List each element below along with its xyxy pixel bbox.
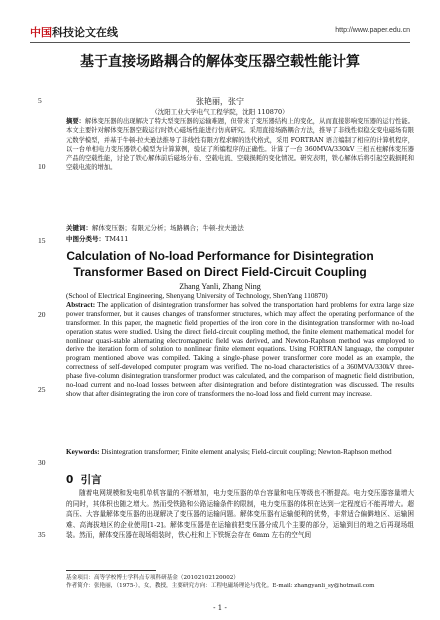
line-number: 5	[38, 96, 42, 105]
classification-cn-text: TM411	[105, 235, 129, 243]
line-number: 15	[38, 236, 46, 245]
classification-cn-label: 中图分类号：	[66, 235, 105, 243]
page-number: - 1 -	[213, 604, 227, 612]
affiliation-en: (School of Electrical Engineering, Shenyang University of Technology, ShenYang 110870)	[66, 292, 328, 300]
journal-logo[interactable]	[30, 24, 118, 40]
affiliation-cn: （沈阳工业大学电气工程学院，沈阳 110870）	[151, 108, 289, 116]
abstract-en-label: Abstract:	[66, 300, 96, 309]
paper-title-cn: 基于直接场路耦合的解体变压器空载性能计算	[80, 54, 360, 70]
keywords-cn-label: 关键词：	[66, 224, 92, 232]
body-paragraph	[66, 488, 414, 541]
keywords-cn-text: 解体变压器；有限元分析；场路耦合；牛顿-拉夫逊法	[92, 224, 244, 232]
abstract-en-text: The application of disintegration transformer has solved the transportation hard problems for extra large size power transformer, but it causes changes of transformer structures, which may affect the operating performance of the transformer. In this paper, the magnetic field properties of the iron core in the disintegration transformer with no-load operation status were studied. Using the direct field-circuit coupling method, the finite element mathematical model for nonlinear quasi-stable alternating electromagnetic field was derived, and Newton-Raphson method was employed to derive the iteration form of solution to nonlinear finite element equations. Using FORTRAN language, the computer program mentioned above was compiled. Taking a single-phase power transformer core model as an example, the correctness of self-developed computer program was verified. The no-load characteristics of a 360MVA/330kV three-phase five-column disintegration transformer product was calculated, and the comparison of magnetic field distribution, no-load current and no-load losses between after disintegration and before distintegration was discussed. The results show that after disintegrating the iron core of transformers the no-load loss and field current may increase.	[66, 300, 414, 398]
line-number: 20	[38, 310, 46, 319]
footnote-author	[66, 582, 414, 590]
abstract-cn-text: 解体变压器的出现解决了特大型变压器的运输难题，但带来了变压器结构上的变化，从而直接影响变压器的运行性能。本文主要针对解体变压器空载运行时铁心磁场性能进行仿真研究。采用直接场路耦合方法，推导了非线性似稳交变电磁场有限元数学模型，并基于牛顿-拉夫逊法推导了非线性有限方程求解的迭代格式，采用 FORTRAN 语言编制了相应的计算机程序，以一台单相电力变压器铁心模型为计算算例，验证了所编程序的正确性。计算了一台 360MVA/330kV 三相五柱解体变压器产品的空载性能，讨论了铁心解体前后磁场分布、空载电流、空载损耗的变化情况。研究表明，铁心解体后将引起空载损耗和空载电流的增加。	[66, 118, 415, 172]
authors-en: Zhang Yanli, Zhang Ning	[179, 282, 261, 291]
footnote-fund	[66, 574, 414, 582]
section-heading	[66, 472, 102, 487]
keywords-en-text: Disintegration transformer; Finite element analysis; Field-circuit coupling; Newton-Raphson method	[101, 448, 392, 456]
footnote-rule	[66, 570, 156, 571]
logo-red-text: 中国	[30, 26, 52, 39]
paper-title-en: Calculation of No-load Performance for Disintegration Transformer Based on Direct Field-Circuit Coupling	[66, 249, 374, 279]
line-number: 10	[38, 162, 46, 171]
keywords-en	[66, 448, 414, 457]
authors-cn: 张艳丽，张宁	[196, 97, 244, 106]
section-title: 引言	[80, 474, 102, 486]
abstract-en	[66, 292, 414, 399]
footnote-fund-text: 高等学校博士学科点专项科研基金（20102102120002）	[93, 575, 239, 581]
body-text: 随着电网规模和发电机单机容量的不断增加，电力变压器的单台容量和电压等级也不断提高。电力变压器容量增大的同时，其体积也随之增大。然而受铁路和公路运输条件的限制，电力变压器的体积在达到一定程度后不能再增大。超高压、大容量解体变压器的出现解决了变压器的运输问题。解体变压器有运输便利的优势，非常适合偏僻地区、运输困难、高海拔地区的企业使用[1-2]。解体变压器是在运输前把变压器分成几个主要的部分，运输到目的地之后再现场组装。然而，解体变压器在现场组装时，铁心柱和上下铁轭会存在 6mm 左右的空气间	[66, 489, 414, 540]
classification-cn	[66, 235, 414, 244]
line-number: 30	[38, 458, 46, 467]
footnote-author-text: 张艳丽，（1975-），女，教授，主要研究方向：工程电磁场理论与优化。E-mail: zhangyanli_sy@hotmail.com	[93, 583, 375, 590]
header	[30, 24, 410, 40]
footnote-fund-label: 基金项目：	[66, 575, 94, 581]
footnote-author-label: 作者简介：	[66, 583, 94, 590]
header-rule	[30, 42, 410, 43]
footnote	[66, 574, 414, 590]
keywords-cn	[66, 224, 414, 233]
section-number: 0	[66, 474, 74, 486]
logo-text: 科技论文在线	[52, 26, 118, 39]
abstract-cn	[66, 117, 414, 173]
site-url-link[interactable]: http://www.paper.edu.cn	[335, 27, 410, 34]
line-number: 25	[38, 385, 46, 394]
keywords-en-label: Keywords:	[66, 448, 100, 456]
line-number: 35	[38, 530, 46, 539]
abstract-cn-label: 摘要：	[66, 118, 85, 125]
